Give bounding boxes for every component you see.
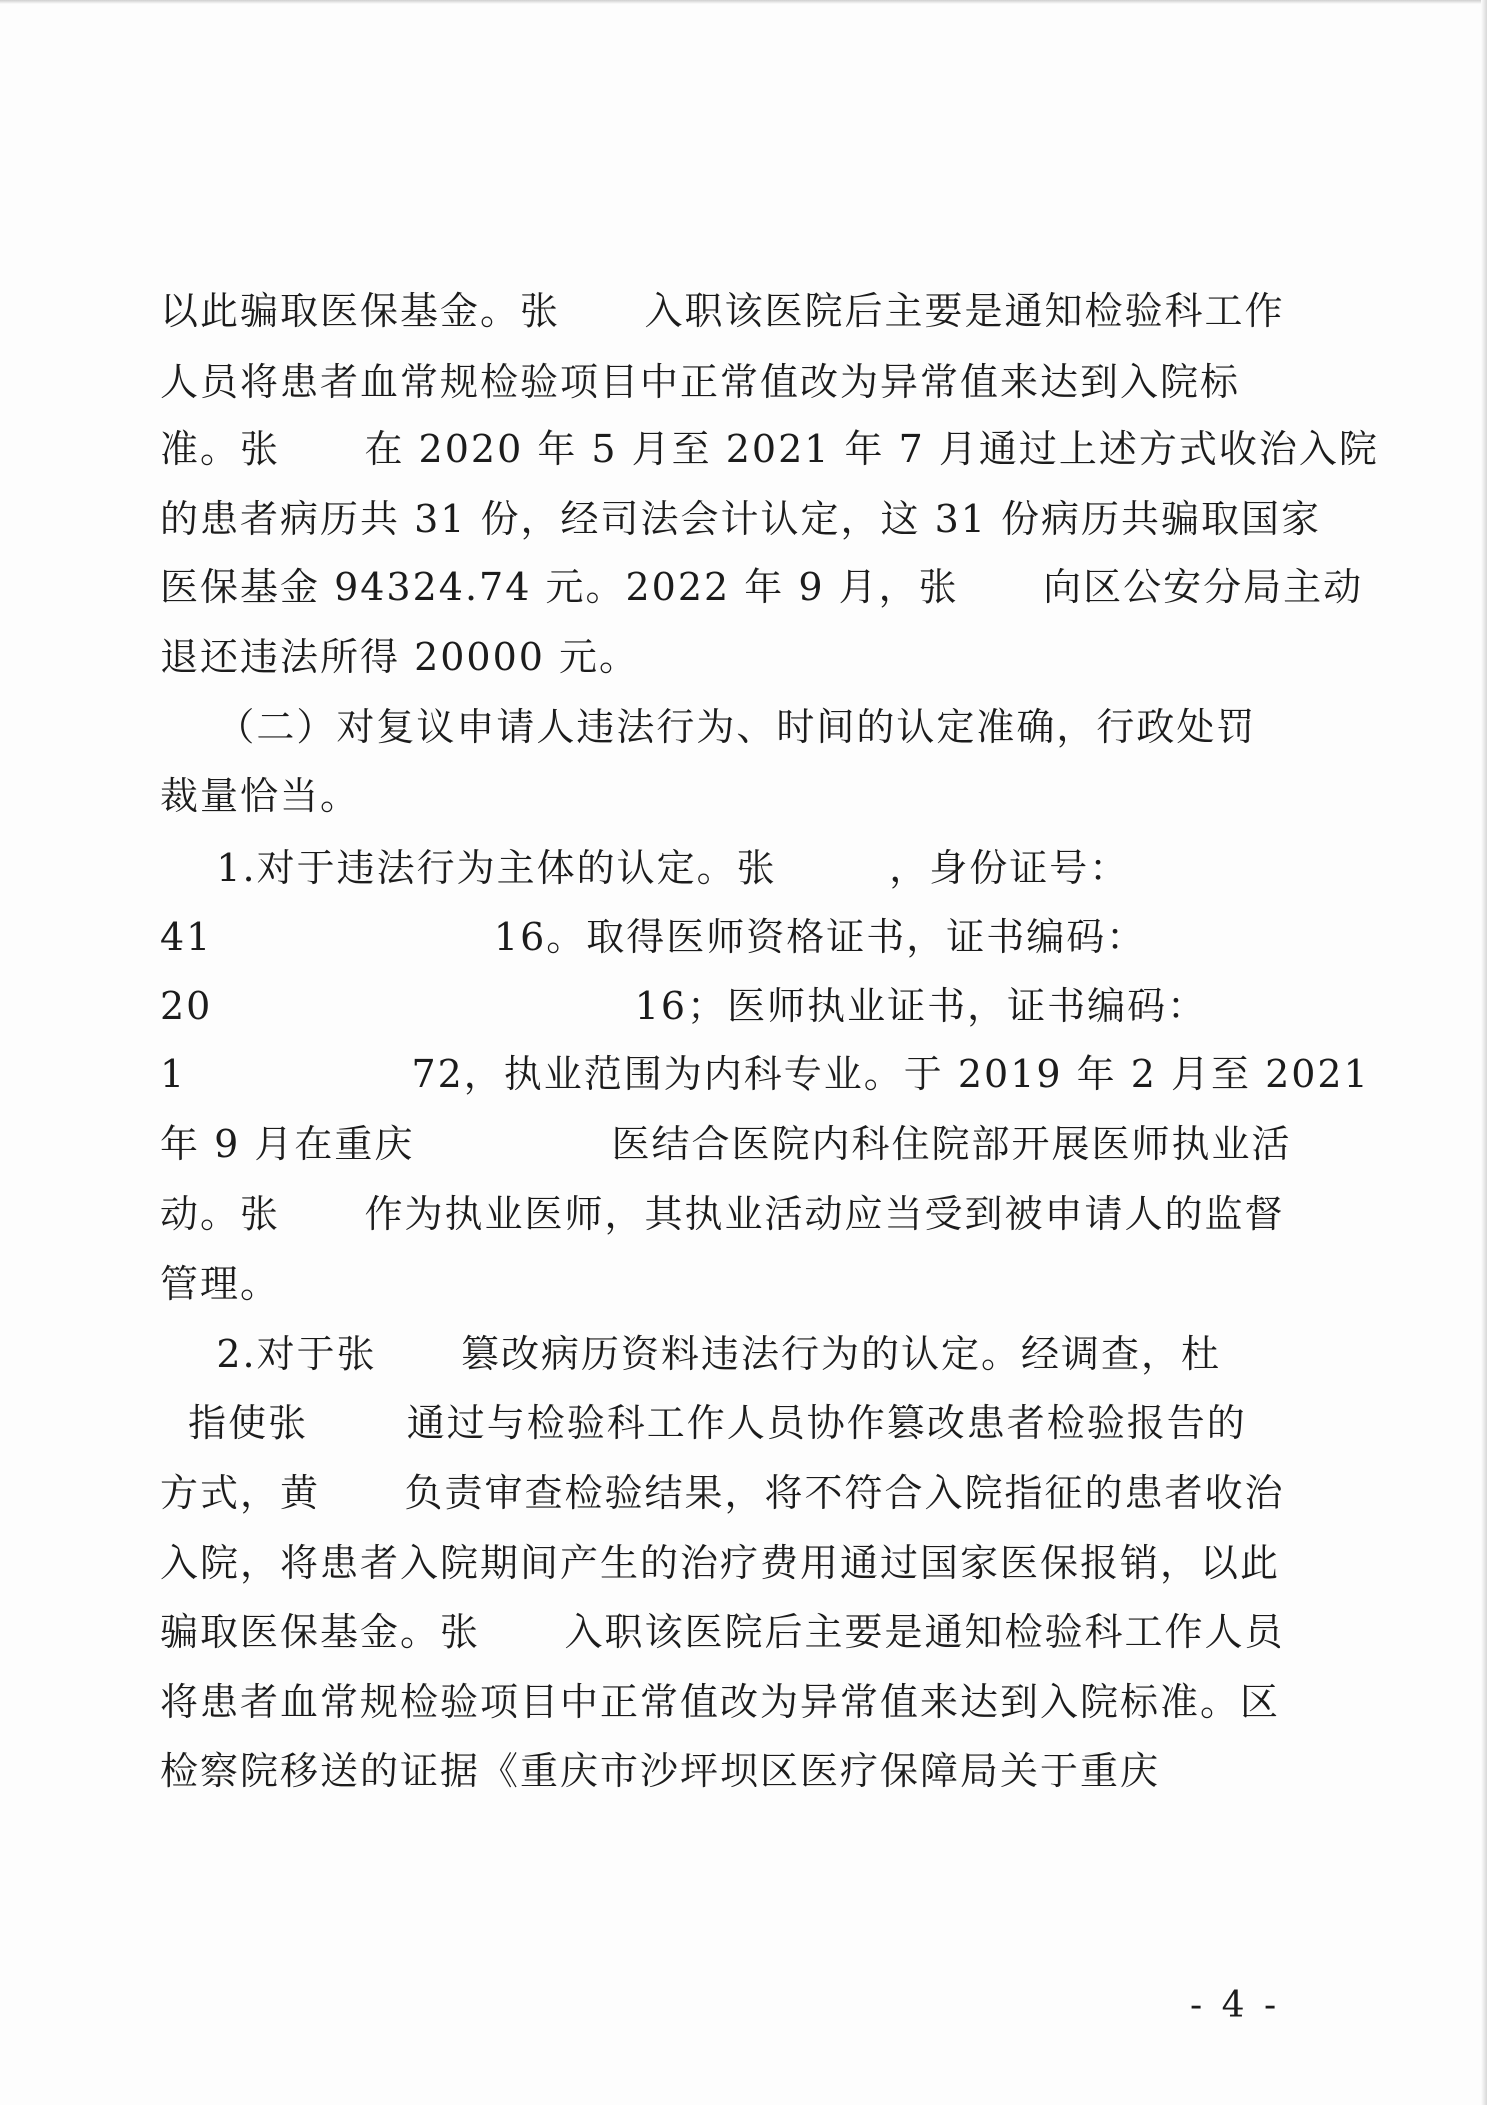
text-line-10: 41 16。取得医师资格证书，证书编码：: [160, 915, 1147, 959]
text-line-20: 骗取医保基金。张 入职该医院后主要是通知检验科工作人员: [160, 1610, 1285, 1654]
text-line-15: 管理。: [160, 1262, 281, 1306]
scan-edge-right: [1481, 0, 1487, 2105]
scan-edge-top: [0, 0, 1487, 4]
text-line-5: 医保基金 94324.74 元。2022 年 9 月，张 向区公安分局主动: [160, 565, 1364, 609]
text-line-18: 方式，黄 负责审查检验结果，将不符合入院指征的患者收治: [160, 1471, 1285, 1515]
text-line-9: 1.对于违法行为主体的认定。张 ，身份证号：: [160, 846, 1130, 890]
page-number: - 4 -: [1190, 1985, 1281, 2026]
text-line-17: 指使张 通过与检验科工作人员协作篡改患者检验报告的: [160, 1401, 1247, 1445]
text-line-6: 退还违法所得 20000 元。: [160, 635, 640, 679]
text-line-16: 2.对于张 篡改病历资料违法行为的认定。经调查，杜: [160, 1332, 1222, 1376]
text-line-13: 年 9 月在重庆 医结合医院内科住院部开展医师执业活: [160, 1122, 1292, 1166]
text-line-11: 20 16；医师执业证书，证书编码：: [160, 984, 1208, 1028]
text-line-14: 动。张 作为执业医师，其执业活动应当受到被申请人的监督: [160, 1192, 1285, 1236]
text-line-4: 的患者病历共 31 份，经司法会计认定，这 31 份病历共骗取国家: [160, 497, 1322, 541]
text-line-2: 人员将患者血常规检验项目中正常值改为异常值来达到入院标: [160, 360, 1241, 404]
text-line-8: 裁量恰当。: [160, 774, 361, 818]
text-line-12: 1 72，执业范围为内科专业。于 2019 年 2 月至 2021: [160, 1052, 1370, 1096]
text-line-19: 入院，将患者入院期间产生的治疗费用通过国家医保报销，以此: [160, 1541, 1281, 1585]
text-line-1: 以此骗取医保基金。张 入职该医院后主要是通知检验科工作: [160, 289, 1285, 333]
text-line-7: （二）对复议申请人违法行为、时间的认定准确，行政处罚: [160, 705, 1257, 749]
text-line-3: 准。张 在 2020 年 5 月至 2021 年 7 月通过上述方式收治入院: [160, 427, 1379, 471]
text-line-21: 将患者血常规检验项目中正常值改为异常值来达到入院标准。区: [160, 1680, 1281, 1724]
text-line-22: 检察院移送的证据《重庆市沙坪坝区医疗保障局关于重庆: [160, 1749, 1161, 1793]
